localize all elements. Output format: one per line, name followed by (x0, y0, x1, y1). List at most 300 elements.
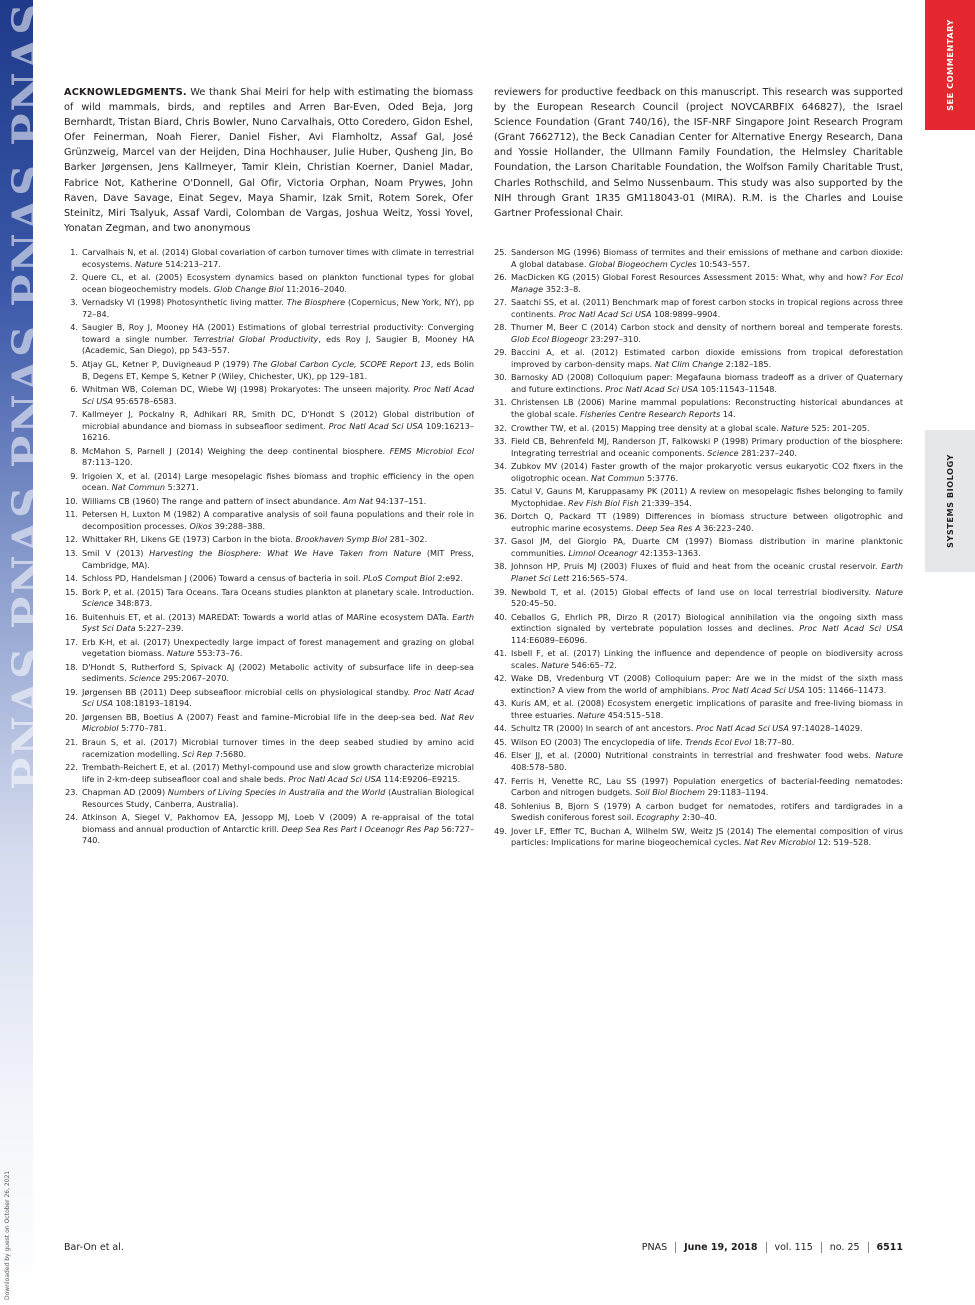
reference-text (511, 826, 903, 849)
reference-item (64, 637, 474, 660)
reference-number: 18. (65, 661, 78, 672)
reference-text (511, 372, 903, 395)
reference-pages: 520:45–50. (511, 598, 557, 609)
reference-text (511, 776, 903, 799)
reference-item (493, 826, 903, 849)
reference-item (64, 812, 474, 847)
footer-date: June 19, 2018 (684, 1242, 758, 1253)
reference-journal: Limnol Oceanogr (568, 547, 638, 558)
reference-number: 12. (65, 534, 78, 545)
footer-separator (868, 1242, 869, 1253)
reference-body: Crowther TW, et al. (2015) Mapping tree density at a global scale. (511, 422, 782, 433)
footer-separator (766, 1242, 767, 1253)
reference-journal: Nature (875, 750, 903, 761)
reference-body: Barnosky AD (2008) Colloquium paper: Megafauna biomass tradeoff as a driver of Quaternary and future extinctions. (511, 372, 903, 394)
reference-text (511, 461, 903, 484)
reference-body: D'Hondt S, Rutherford S, Spivack AJ (2002) Metabolic activity of subsurface life in deep-sea sediments. (82, 661, 474, 684)
footer-separator (675, 1242, 676, 1253)
reference-text (82, 737, 474, 760)
reference-body: Smil V (2013) (82, 547, 150, 558)
reference-body: Catul V, Gauns M, Karuppasamy PK (2011) A review on mesopelagic fishes belonging to family Myctophidae. (511, 486, 903, 508)
reference-text (511, 698, 903, 721)
reference-item (493, 648, 903, 671)
reference-item (64, 587, 474, 610)
reference-pages: 29:1183–1194. (705, 787, 769, 798)
reference-text (82, 662, 474, 685)
reference-body: Schultz TR (2000) In search of ant ancestors. (511, 723, 697, 734)
reference-number: 27. (494, 297, 507, 308)
reference-text (511, 423, 903, 435)
reference-body: Irigoien X, et al. (2014) Large mesopelagic fishes biomass and trophic efficiency in the open ocean. (82, 470, 474, 493)
reference-body: Newbold T, et al. (2015) Global effects of land use on local terrestrial biodiversity. (511, 586, 876, 597)
reference-item (64, 534, 474, 546)
reference-item (64, 359, 474, 382)
reference-pages: 7:5680. (212, 748, 247, 759)
reference-body: Petersen H, Luxton M (1982) A comparative analysis of soil fauna populations and their role in decomposition processes. (82, 509, 474, 531)
reference-body: Bork P, et al. (2015) Tara Oceans. Tara Oceans studies plankton at planetary scale. Introduction. (82, 586, 474, 597)
reference-journal: Deep Sea Res A (636, 522, 701, 533)
reference-journal: Rev Fish Biol Fish (568, 497, 639, 508)
reference-number: 26. (494, 272, 507, 283)
reference-journal: Oikos (189, 520, 212, 531)
reference-text (82, 247, 474, 270)
reference-body: Jørgensen BB (2011) Deep subseafloor microbial cells on physiological standby. (82, 686, 414, 697)
reference-text (511, 612, 903, 647)
reference-text (511, 347, 903, 370)
reference-body: Field CB, Behrenfeld MJ, Randerson JT, Falkowski P (1998) Primary production of the biosphere: Integrating terrestrial and oceanic components. (511, 436, 903, 458)
reference-pages: (MIT Press, Cambridge, MA). (82, 547, 474, 570)
reference-journal: Soil Biol Biochem (635, 787, 705, 798)
reference-pages: 546:65–72. (568, 659, 617, 670)
reference-number: 6. (70, 383, 78, 394)
reference-journal: Proc Natl Acad Sci USA (696, 723, 789, 734)
reference-text (511, 397, 903, 420)
reference-number: 23. (65, 787, 78, 798)
reference-item (493, 486, 903, 509)
reference-item (64, 297, 474, 320)
reference-number: 48. (494, 800, 507, 811)
reference-pages: 216:565–574. (569, 573, 628, 584)
reference-pages: 108:9899–9904. (651, 308, 721, 319)
reference-text (82, 297, 474, 320)
reference-pages: 94:137–151. (373, 495, 427, 506)
acknowledgments-heading: ACKNOWLEDGMENTS. (64, 87, 187, 98)
reference-pages: 12: 519–528. (815, 837, 872, 848)
reference-text (82, 509, 474, 532)
references-right-column (493, 247, 903, 851)
footer-authors: Bar-On et al. (64, 1242, 124, 1253)
reference-item (493, 698, 903, 721)
reference-text (511, 673, 903, 696)
reference-body: MacDicken KG (2015) Global Forest Resources Assessment 2015: What, why and how? (511, 272, 871, 283)
reference-body: Saatchi SS, et al. (2011) Benchmark map of forest carbon stocks in tropical regions across three continents. (511, 297, 903, 319)
reference-body: Jørgensen BB, Boetius A (2007) Feast and famine–Microbial life in the deep-sea bed. (82, 711, 441, 722)
reference-journal: Proc Natl Acad Sci USA (328, 420, 424, 431)
reference-body: Kallmeyer J, Pockalny R, Adhikari RR, Smith DC, D'Hondt S (2012) Global distribution of microbial abundance and biomass in subseafloor sediment. (82, 409, 474, 431)
reference-number: 3. (70, 297, 78, 308)
reference-item (493, 723, 903, 735)
reference-text (511, 322, 903, 345)
reference-pages: (Australian Biological Resources Study, Canberra, Australia). (82, 787, 474, 809)
reference-pages: 2:e92. (434, 573, 463, 584)
reference-journal: Proc Natl Acad Sci USA (558, 308, 652, 319)
reference-journal: FEMS Microbiol Ecol (389, 445, 474, 456)
reference-pages: 281:237–240. (738, 447, 797, 458)
reference-text (82, 384, 474, 407)
reference-body: Kuris AM, et al. (2008) Ecosystem energetic implications of parasite and free-living biomass in three estuaries. (511, 698, 903, 720)
reference-pages: 525: 201–205. (808, 422, 870, 433)
reference-pages: 21:339–354. (638, 497, 692, 508)
reference-text (82, 787, 474, 810)
reference-journal: Global Biogeochem Cycles (589, 258, 697, 269)
reference-journal: Sci Rep (182, 748, 213, 759)
reference-journal: The Global Carbon Cycle, SCOPE Report 13 (252, 358, 431, 369)
reference-journal: Harvesting the Biosphere: What We Have Taken from Nature (149, 547, 422, 558)
reference-number: 20. (65, 711, 78, 722)
reference-number: 41. (494, 648, 507, 659)
reference-journal: Science (707, 447, 739, 458)
reference-number: 15. (65, 586, 78, 597)
reference-item (64, 471, 474, 494)
reference-pages: 18:77–80. (751, 736, 795, 747)
reference-text (82, 573, 474, 585)
reference-text (82, 322, 474, 357)
reference-number: 25. (494, 247, 507, 257)
reference-number: 9. (70, 470, 78, 481)
reference-number: 49. (494, 825, 507, 836)
reference-item (64, 612, 474, 635)
reference-text (511, 801, 903, 824)
reference-item (64, 272, 474, 295)
reference-item (493, 561, 903, 584)
reference-pages: 105: 11466–11473. (804, 684, 887, 695)
reference-journal: PLoS Comput Biol (363, 573, 435, 584)
reference-text (82, 548, 474, 571)
reference-journal: Earth Planet Sci Lett (511, 561, 903, 584)
reference-item (493, 272, 903, 295)
reference-body: Atkinson A, Siegel V, Pakhomov EA, Jessopp MJ, Loeb V (2009) A re-appraisal of the total biomass and annual production of Antarctic krill. (82, 812, 474, 834)
reference-body: Quere CL, et al. (2005) Ecosystem dynamics based on plankton functional types for global ocean biogeochemistry models. (82, 272, 474, 294)
reference-item (493, 461, 903, 484)
reference-pages: 97:14028–14029. (788, 723, 863, 734)
reference-text (82, 587, 474, 610)
reference-body: Ferris H, Venette RC, Lau SS (1997) Population energetics of bacterial-feeding nematodes: Carbon and nitrogen budgets. (511, 775, 903, 798)
reference-item (493, 776, 903, 799)
reference-pages: 454:515–518. (605, 710, 664, 720)
reference-pages: 95:6578–6583. (113, 395, 177, 406)
reference-text (511, 750, 903, 773)
reference-number: 37. (494, 536, 507, 547)
reference-pages: 36:223–240. (700, 522, 754, 533)
reference-journal: Nat Clim Change (654, 358, 724, 369)
reference-journal: Brookhaven Symp Biol (295, 534, 388, 545)
footer-issue: no. 25 (829, 1242, 860, 1253)
reference-pages: 408:578–580. (511, 762, 567, 773)
reference-journal: Glob Ecol Biogeogr (511, 333, 588, 344)
reference-number: 36. (494, 511, 507, 522)
reference-item (64, 762, 474, 785)
reference-pages: 5:3271. (165, 482, 199, 493)
reference-number: 21. (65, 736, 78, 747)
reference-journal: Numbers of Living Species in Australia and the World (167, 787, 386, 798)
footer-page: 6511 (876, 1242, 903, 1253)
reference-body: Christensen LB (2006) Marine mammal populations: Reconstructing historical abundances at the global scale. (511, 397, 903, 420)
reference-journal: Proc Natl Acad Sci USA (799, 623, 903, 634)
reference-body: Schloss PD, Handelsman J (2006) Toward a census of bacteria in soil. (82, 573, 364, 584)
reference-text (82, 496, 474, 508)
reference-item (493, 673, 903, 696)
reference-number: 5. (70, 358, 78, 369)
reference-journal: Deep Sea Res Part I Oceanogr Res Pap (281, 823, 439, 834)
reference-pages: 553:73–76. (194, 648, 243, 659)
reference-number: 28. (494, 322, 507, 333)
reference-body: Vernadsky VI (1998) Photosynthetic living matter. (82, 297, 287, 308)
reference-pages: 352:3–8. (543, 283, 581, 294)
reference-number: 16. (65, 611, 78, 622)
pnas-side-band (0, 0, 54, 1305)
reference-item (64, 548, 474, 571)
reference-number: 2. (70, 272, 78, 283)
reference-text (511, 648, 903, 671)
reference-text (82, 687, 474, 710)
reference-item (493, 397, 903, 420)
reference-item (64, 446, 474, 469)
reference-text (511, 561, 903, 584)
reference-pages: 109:16213–16216. (82, 420, 475, 443)
reference-number: 32. (494, 422, 507, 433)
reference-text (511, 536, 903, 559)
reference-number: 47. (494, 775, 507, 786)
reference-item (64, 573, 474, 585)
systems-biology-label: SYSTEMS BIOLOGY (945, 454, 955, 548)
reference-body: Baccini A, et al. (2012) Estimated carbon dioxide emissions from tropical deforestation improved by carbon-density maps. (511, 347, 903, 369)
reference-number: 10. (65, 495, 78, 506)
reference-item (493, 247, 903, 270)
reference-text (82, 762, 474, 785)
reference-item (493, 322, 903, 345)
footer-citation (642, 1242, 903, 1253)
reference-text (511, 436, 903, 459)
systems-biology-tab (925, 430, 975, 572)
reference-text (511, 511, 903, 534)
reference-journal: Terrestrial Global Productivity (193, 333, 319, 344)
reference-text (82, 612, 474, 635)
reference-journal: Science (129, 673, 161, 684)
reference-number: 29. (494, 347, 507, 358)
reference-body: Carvalhais N, et al. (2014) Global covariation of carbon turnover times with climate in terrestrial ecosystems. (82, 247, 474, 269)
footer-volume: vol. 115 (774, 1242, 813, 1253)
reference-pages: 5:3776. (644, 472, 679, 483)
reference-text (511, 587, 903, 610)
reference-pages: , eds Bolin B, Degens ET, Kempe S, Ketner P (Wiley, Chichester, UK), pp 129–181. (82, 358, 474, 381)
reference-journal: Nat Commun (590, 472, 645, 483)
reference-number: 33. (494, 436, 507, 447)
reference-item (493, 750, 903, 773)
reference-number: 39. (494, 586, 507, 597)
reference-journal: Science (82, 598, 114, 609)
reference-number: 13. (65, 547, 78, 558)
reference-body: Ceballos G, Ehrlich PR, Dirzo R (2017) Biological annihilation via the ongoing sixth mass extinction signaled by vertebrate population losses and declines. (511, 611, 903, 634)
reference-number: 46. (494, 750, 507, 761)
reference-body: Trembath-Reichert E, et al. (2017) Methyl-compound use and slow growth characterize microbial life in 2-km-deep subseafloor coal and shale beds. (82, 762, 474, 784)
reference-body: Zubkov MV (2014) Faster growth of the major prokaryotic versus eukaryotic CO2 fixers in the oligotrophic ocean. (511, 461, 903, 483)
reference-journal: Nature (541, 659, 569, 670)
reference-number: 11. (65, 509, 78, 520)
reference-item (493, 612, 903, 647)
reference-text (511, 723, 903, 735)
reference-pages: 5:227–239. (135, 623, 184, 634)
references-left-column (64, 247, 474, 849)
reference-journal: Fisheries Centre Research Reports (580, 409, 721, 420)
reference-pages: 23:297–310. (587, 333, 641, 344)
reference-pages: 295:2067–2070. (160, 673, 230, 684)
reference-number: 4. (70, 322, 78, 333)
reference-number: 31. (494, 397, 507, 408)
reference-text (511, 737, 903, 749)
reference-pages: 39:288–388. (211, 520, 266, 531)
reference-item (64, 712, 474, 735)
reference-body: Dortch Q, Packard TT (1989) Differences in biomass structure between oligotrophic and eutrophic marine ecosystems. (511, 511, 903, 533)
reference-journal: The Biosphere (286, 297, 346, 308)
reference-body: Whitman WB, Coleman DC, Wiebe WJ (1998) Prokaryotes: The unseen majority. (82, 383, 414, 394)
reference-journal: Nature (875, 586, 903, 597)
reference-journal: Glob Change Biol (213, 283, 284, 294)
reference-item (493, 436, 903, 459)
reference-body: Johnson HP, Pruis MJ (2003) Fluxes of fluid and heat from the oceanic crustal reservoir. (511, 561, 882, 572)
reference-body: Wake DB, Vredenburg VT (2008) Colloquium paper: Are we in the midst of the sixth mass extinction? A view from the world of amphibians. (511, 673, 903, 695)
reference-pages: 14. (720, 409, 736, 420)
reference-journal: Nat Rev Microbiol (82, 711, 475, 734)
reference-item (64, 509, 474, 532)
reference-item (64, 384, 474, 407)
reference-pages: , eds Roy J, Saugier B, Mooney HA (Academic, San Diego), pp 543–557. (82, 333, 474, 356)
reference-item (493, 587, 903, 610)
reference-journal: Ecography (636, 812, 680, 823)
reference-body: Sohlenius B, Bjorn S (1979) A carbon budget for nematodes, rotifers and tardigrades in a Swedish coniferous forest soil. (511, 800, 903, 823)
reference-number: 34. (494, 461, 507, 472)
reference-body: Atjay GL, Ketner P, Duvigneaud P (1979) (82, 358, 253, 369)
reference-body: Erb K-H, et al. (2017) Unexpectedly large impact of forest management and grazing on global vegetation biomass. (82, 636, 474, 659)
reference-pages: (Copernicus, New York, NY), pp 72–84. (82, 297, 474, 319)
reference-number: 14. (65, 573, 78, 584)
reference-pages: 2:182–185. (723, 358, 772, 369)
see-commentary-label: SEE COMMENTARY (945, 19, 955, 111)
reference-journal: Proc Natl Acad Sci USA (605, 383, 699, 394)
reference-text (82, 272, 474, 295)
reference-body: Buitenhuis ET, et al. (2013) MAREDAT: Towards a world atlas of MARine ecosystem DATa. (82, 611, 453, 622)
reference-item (493, 423, 903, 435)
reference-number: 17. (65, 636, 78, 647)
reference-item (493, 297, 903, 320)
reference-item (64, 409, 474, 444)
reference-text (82, 534, 474, 546)
reference-text (82, 446, 474, 469)
reference-body: McMahon S, Parnell J (2014) Weighing the deep continental biosphere. (82, 445, 390, 456)
reference-item (493, 737, 903, 749)
reference-text (511, 297, 903, 320)
footer-journal: PNAS (641, 1242, 668, 1253)
reference-journal: Nat Rev Microbiol (744, 837, 816, 848)
reference-item (493, 511, 903, 534)
reference-body: Whittaker RH, Likens GE (1973) Carbon in the biota. (82, 534, 296, 545)
reference-body: Isbell F, et al. (2017) Linking the influence and dependence of people on biodiversity across scales. (511, 648, 903, 670)
reference-item (493, 801, 903, 824)
reference-number: 44. (494, 723, 507, 734)
reference-number: 22. (65, 762, 78, 773)
reference-number: 1. (70, 247, 78, 257)
reference-pages: 42:1353–1363. (637, 547, 701, 558)
reference-body: Gasol JM, del Giorgio PA, Duarte CM (1997) Biomass distribution in marine planktonic communities. (511, 536, 903, 558)
reference-number: 35. (494, 486, 507, 497)
reference-number: 24. (65, 812, 78, 823)
reference-journal: Nature (135, 258, 163, 269)
reference-body: Sanderson MG (1996) Biomass of termites and their emissions of methane and carbon dioxide: A global database. (511, 247, 903, 269)
reference-item (493, 536, 903, 559)
reference-journal: Nature (781, 422, 809, 433)
reference-body: Williams CB (1960) The range and pattern of insect abundance. (82, 495, 343, 506)
reference-text (82, 471, 474, 494)
reference-body: Wilson EO (2003) The encyclopedia of life. (511, 736, 686, 747)
reference-number: 19. (65, 686, 78, 697)
download-note: Downloaded by guest on October 26, 2021 (4, 1170, 11, 1300)
reference-text (82, 637, 474, 660)
reference-text (82, 359, 474, 382)
reference-number: 43. (494, 698, 507, 709)
reference-number: 7. (70, 409, 78, 420)
see-commentary-tab[interactable] (925, 0, 975, 130)
reference-body: Chapman AD (2009) (82, 787, 168, 798)
reference-body: Elser JJ, et al. (2000) Nutritional constraints in terrestrial and freshwater food webs. (511, 750, 876, 761)
reference-journal: Trends Ecol Evol (685, 736, 752, 747)
reference-journal: Proc Natl Acad Sci USA (288, 773, 382, 784)
reference-body: Saugier B, Roy J, Mooney HA (2001) Estimations of global terrestrial productivity: Converging toward a single number. (82, 322, 474, 344)
reference-journal: Proc Natl Acad Sci USA (712, 684, 805, 695)
reference-item (64, 737, 474, 760)
acknowledgments-left (64, 85, 473, 236)
reference-journal: Proc Natl Acad Sci USA (82, 686, 474, 709)
reference-pages: 348:873. (113, 598, 153, 609)
reference-pages: 105:11543–11548. (698, 383, 778, 394)
reference-number: 45. (494, 736, 507, 747)
reference-journal: Proc Natl Acad Sci USA (82, 383, 475, 406)
reference-text (82, 409, 474, 444)
reference-body: Jover LF, Effler TC, Buchan A, Wilhelm SW, Weitz JS (2014) The elemental composition of virus particles: Implications for marine biogeochemical cycles. (511, 825, 903, 848)
reference-journal: Earth Syst Sci Data (82, 611, 474, 634)
reference-number: 38. (494, 561, 507, 572)
reference-number: 30. (494, 372, 507, 383)
reference-text (511, 486, 903, 509)
reference-text (511, 247, 903, 270)
reference-pages: 10:543–557. (696, 258, 750, 269)
reference-item (64, 687, 474, 710)
reference-pages: 108:18193–18194. (113, 698, 192, 709)
acknowledgments-text-left: We thank Shai Meiri for help with estimating the biomass of wild mammals, birds, and reptiles and Arren Bar-Even, Oded Beja, Jorg Bernhardt, Tristan Biard, Chris Bowler, Nuno Carvalhais, Otto Coredero, Gidon Eshel, Ofer Feinerman, Noah Fierer, Daniel Fisher, Avi Flamholtz, Assaf Gal, José Grünzweig, Marcel van der Heijden, Dina Hochhauser, Julie Huber, Qusheng Jin, Bo Barker Jørgensen, Jens Kallmeyer, Tamir Klein, Christian Koerner, Daniel Madar, Fabrice Not, Katherine O'Donnell, Gal Ofir, Victoria Orphan, Noam Prywes, John Raven, Dave Savage, Einat Segev, Maya Shamir, Izak Smit, Rotem Sorek, Ofer Steinitz, Miri Tsalyuk, Assaf Vardi, Colomban de Vargas, Joshua Weitz, Yossi Yovel, Yonatan Zegman, and two anonymous (64, 87, 473, 234)
reference-body: Thurner M, Beer C (2014) Carbon stock and density of northern boreal and temperate forests. (511, 322, 903, 333)
reference-pages: 11:2016–2040. (283, 283, 347, 294)
reference-item (64, 662, 474, 685)
reference-journal: Nature (166, 648, 195, 659)
reference-pages: 2:30–40. (679, 812, 718, 823)
reference-pages: 114:E9206–E9215. (381, 773, 461, 784)
acknowledgments-right: reviewers for productive feedback on this manuscript. This research was supported by the European Research Council (project NOVCARBFIX 646827), the Israel Science Foundation (Grant 740/16), the ISF-NRF Singapore Joint Research Program (Grant 7662712), the Beck Canadian Center for Alternative Energy Research, Dana and Yossie Hollander, the Ullmann Family Foundation, the Helmsley Charitable Foundation, the Larson Charitable Foundation, the Wolfson Family Charitable Trust, Charles Rothschild, and Selmo Nussenbaum. This study was also supported by the NIH through Grant 1R35 GM118043-01 (MIRA). R.M. is the Charles and Louise Gartner Professional Chair. (494, 87, 903, 219)
reference-pages: 5:770–781. (118, 723, 167, 734)
reference-journal: Am Nat (342, 495, 374, 506)
reference-text (82, 812, 474, 847)
pnas-watermark: PNAS PNAS PNAS PNAS PNAS (4, 1, 54, 790)
reference-journal: Nature (577, 710, 605, 720)
reference-pages: 114:E6089–E6096. (511, 634, 588, 645)
reference-journal: Nat Commun (111, 482, 166, 493)
